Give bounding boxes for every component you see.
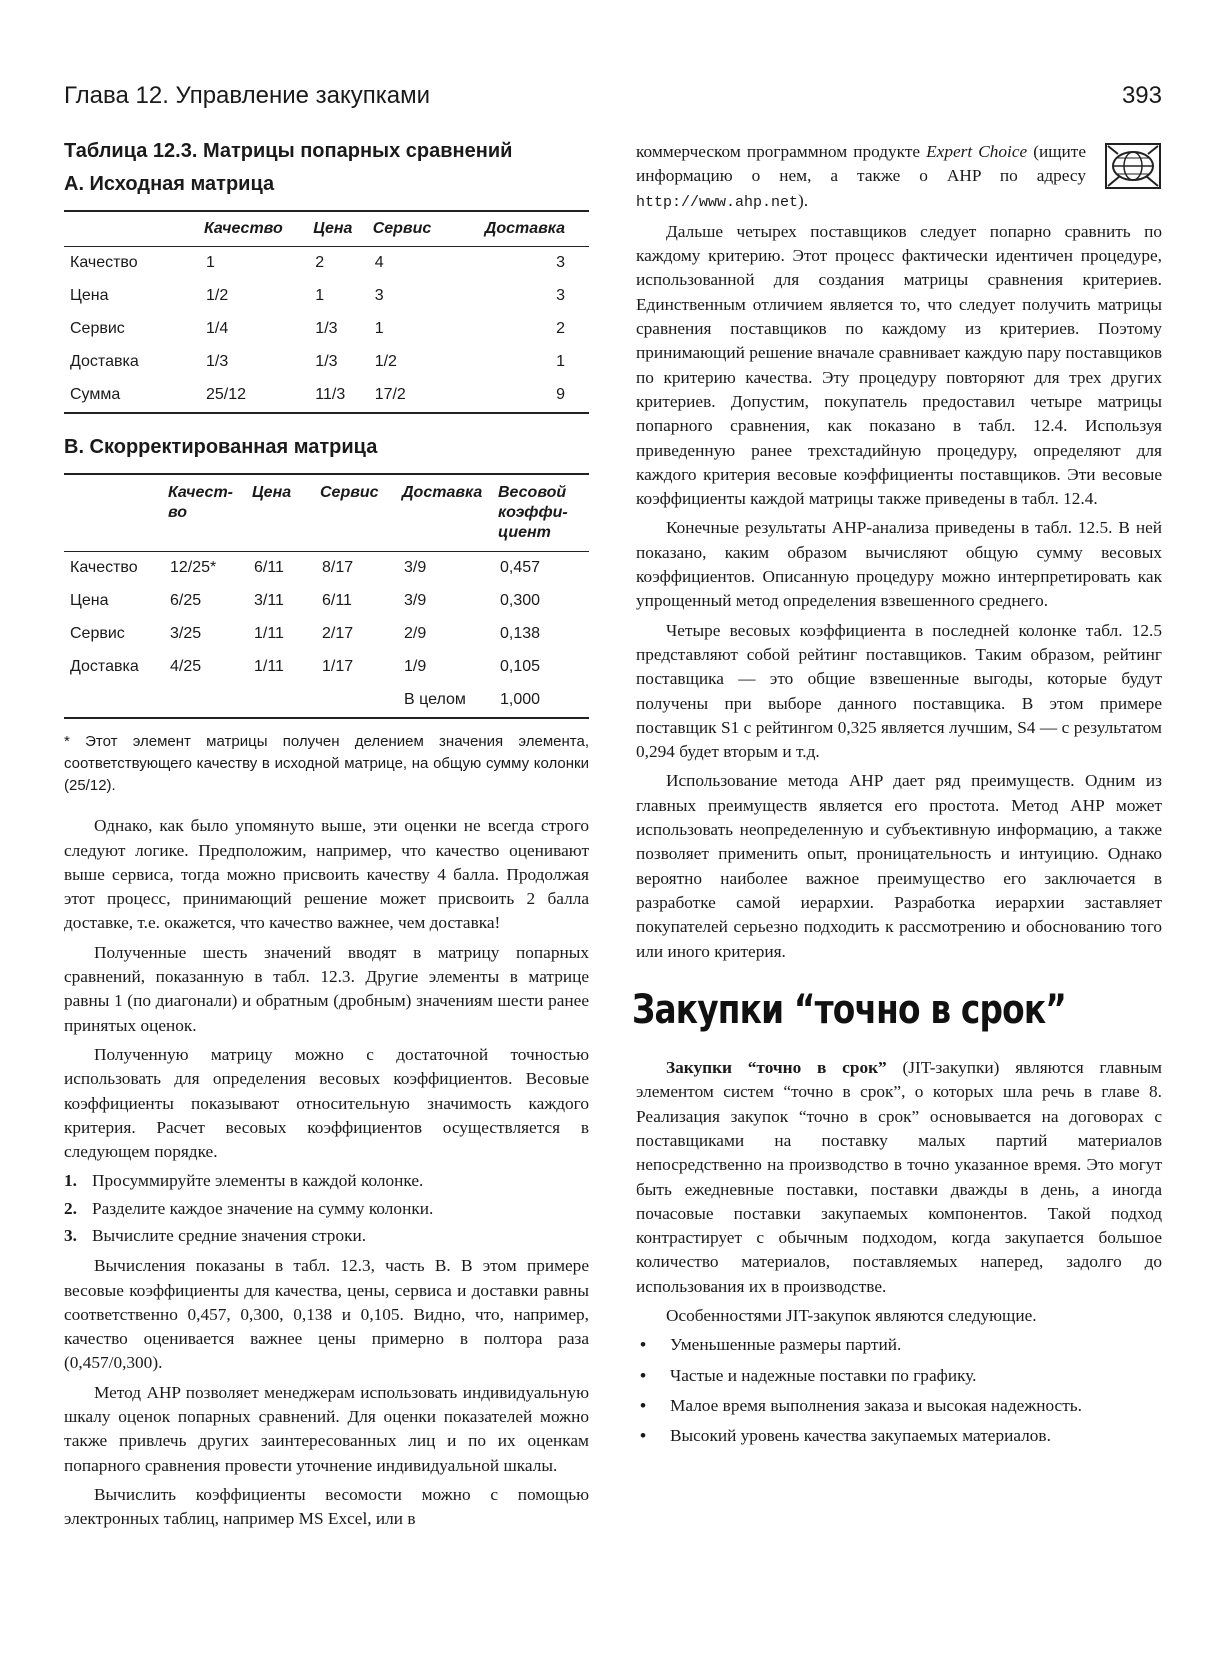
table-header-cell: Доставка [453, 211, 589, 247]
left-body-text [64, 814, 589, 1531]
list-item-text: Просуммируйте элементы в каждой колонке. [92, 1171, 424, 1191]
table-cell: Сумма [64, 379, 200, 413]
paragraph: Метод AHP позволяет менеджерам использовать индивидуальную шкалу оценок попарных сравнений. Для оценки показателей можно также привлечь других заинтересованных лиц и по их оценкам попарного сравнения провести уточнение индивидуальной шкалы. [64, 1382, 589, 1475]
table-cell: 1 [206, 254, 215, 271]
list-item-text: Разделите каждое значение на сумму колонки. [92, 1198, 434, 1218]
list-item: • Уменьшенные размеры партий. [640, 1335, 902, 1355]
paragraph: Дальше четырех поставщиков следует попарно сравнить по каждому критерию. Этот процесс фактически идентичен процедуре, использованной для создания матрицы сравнения критериев. Единственным отличием является то, что следует получить матрицы сравнения поставщиков по каждому из критериев. Поэтому принимающий решение вначале сравнивает каждую пару поставщиков по критерию качества. Эту процедуру повторяют для трех других критериев. Допустим, покупатель предоставил четыре матрицы попарного сравнения, как показано в табл. 12.4. Используя приведенную ранее трехстадийную процедуру, определяют для каждого критерия весовые коэффициенты поставщиков. Эти весовые коэффициенты каждой матрицы также приведены в табл. 12.4. [636, 221, 1162, 509]
table-cell: 1/11 [254, 625, 284, 642]
table-cell: 1/17 [322, 658, 354, 675]
table-cell: 0,300 [500, 592, 541, 609]
table-cell: 2 [315, 254, 325, 271]
table-cell: 1/11 [254, 658, 284, 675]
table-cell: Качество [70, 254, 138, 271]
table-cell: 1/9 [404, 658, 427, 675]
paragraph: Полученную матрицу можно с достаточной точностью использовать для определения весовых коэффициентов. Весовые коэффициенты показывают относительную значимость каждого критерия. Расчет весовых коэффициентов осуществляется в следующем порядке. [64, 1044, 589, 1162]
table-cell: 6/11 [254, 559, 284, 576]
table-row [64, 585, 589, 618]
table-cell: 1/2 [374, 353, 397, 370]
table-cell: 1 [374, 320, 384, 337]
table-cell: 3 [556, 254, 565, 271]
table-row [64, 684, 589, 718]
left-column [64, 140, 589, 1537]
web-globe-icon [1104, 142, 1162, 190]
text-run: (ищите информацию о нем, а также о AHP по адресу [636, 142, 1086, 186]
table-cell: 6/11 [322, 592, 352, 609]
list-item-text: Уменьшенные размеры партий. [670, 1335, 902, 1355]
bullet-list [636, 1333, 1162, 1448]
product-name: Expert Choice [926, 142, 1028, 161]
table-header-cell [64, 211, 200, 247]
table-cell: 0,457 [500, 559, 541, 576]
table-cell [316, 684, 398, 718]
list-item [64, 1224, 589, 1248]
table-cell: Доставка [70, 658, 139, 675]
table-row [64, 313, 589, 346]
table-header-cell: Доставка [398, 474, 494, 552]
url-text: http://www.ahp.net [636, 193, 799, 211]
table-cell: 1/3 [206, 353, 229, 370]
text-run: коммерческом программном продукте [636, 142, 927, 161]
paragraph: Однако, как было упомянуто выше, эти оценки не всегда строго следуют логике. Предположим, например, что качество оценивают выше сервиса, тогда можно присвоить качеству 4 балла. Продолжая этот процесс, принимающий решение может присвоить 2 балла доставке, т.е. окажется, что качество важнее, чем доставка! [64, 816, 589, 933]
table-cell: 9 [453, 379, 589, 413]
table-cell: 1,000 [494, 684, 589, 718]
table-cell: 2 [556, 320, 565, 337]
table-row [64, 346, 589, 379]
table-cell: 6/25 [170, 592, 202, 609]
table-cell: Сервис [70, 625, 125, 642]
table-a-header-row [64, 211, 589, 247]
table-cell [164, 684, 248, 718]
table-row [64, 247, 589, 281]
paragraph-with-icon [636, 140, 1162, 215]
table-b-header-row [64, 474, 589, 552]
right-column [632, 140, 1162, 1455]
paragraph: Четыре весовых коэффициента в последней колонке табл. 12.5 представляют собой рейтинг поставщиков. Таким образом, рейтинг поставщика — это общие взвешенные выгоды, которые будут получены при выборе данного поставщика. В этом примере поставщик S1 с рейтингом 0,325 является лучшим, S4 — с результатом 0,294 будет вторым и т.д. [636, 620, 1162, 762]
table-cell: 1 [556, 353, 565, 370]
table-cell: 1 [315, 287, 325, 304]
table-cell: 2/9 [404, 625, 427, 642]
table-b [64, 473, 589, 719]
list-item [64, 1197, 589, 1221]
text-run: ). [798, 190, 809, 210]
section-heading: Закупки “точно в срок” [632, 986, 1067, 1033]
table-cell: 1/3 [315, 320, 338, 337]
table-header-cell: Весовой коэффи- циент [494, 474, 589, 552]
table-header-cell: Сервис [369, 211, 453, 247]
chapter-title: Глава 12. Управление закупками [64, 82, 431, 109]
table-cell: 2/17 [322, 625, 354, 642]
table-cell: 12/25* [170, 559, 217, 576]
table-cell: 25/12 [200, 379, 309, 413]
list-item-text: Малое время выполнения заказа и высокая надежность. [670, 1395, 1082, 1415]
table-header-cell: Цена [248, 474, 316, 552]
table-cell: 1/2 [206, 287, 229, 304]
paragraph: Использование метода AHP дает ряд преимуществ. Одним из главных преимуществ является его простота. Метод AHP может использовать неопределенную и субъективную информацию, а также позволяет применить опыт, проницательность и интуицию. Однако вероятно наиболее важное преимущество его заключается в разработке самой иерархии. Разработка иерархии заставляет покупателей серьезно подходить к рассмотрению и обоснованию того или иного критерия. [636, 771, 1162, 961]
list-item: • Частые и надежные поставки по графику. [640, 1365, 977, 1385]
table-cell: Сервис [70, 320, 125, 337]
running-header [64, 82, 1162, 118]
table-row [64, 552, 589, 586]
table-a-title: A. Исходная матрица [64, 173, 275, 195]
table-header-cell: Цена [309, 211, 368, 247]
table-cell: Цена [70, 287, 109, 304]
list-item-text: Высокий уровень качества закупаемых материалов. [670, 1426, 1051, 1446]
table-cell: 1/3 [315, 353, 338, 370]
table-cell: Качество [70, 559, 138, 576]
table-header-cell [64, 474, 164, 552]
table-cell: 0,138 [500, 625, 541, 642]
paragraph: Вычисления показаны в табл. 12.3, часть B. В этом примере весовые коэффициенты для качества, цены, сервиса и доставки равны соответственно 0,457, 0,300, 0,138 и 0,105. Видно, что, например, качество оценивается важнее цены примерно в полтора раза (0,457/0,300). [64, 1256, 589, 1373]
paragraph [636, 140, 1086, 215]
paragraph: Полученные шесть значений вводят в матрицу попарных сравнений, показанную в табл. 12.3. Другие элементы в матрице равны 1 (по диагонали) и обратным (дробным) значениям шести ранее принятых оценок. [64, 942, 589, 1035]
table-cell: 4 [374, 254, 384, 271]
list-item: • Малое время выполнения заказа и высокая надежность. [640, 1395, 1082, 1415]
table-cell: Доставка [70, 353, 139, 370]
table-cell [248, 684, 316, 718]
table-cell: 3/9 [404, 559, 427, 576]
table-cell: 8/17 [322, 559, 354, 576]
paragraph: Вычислить коэффициенты весомости можно с помощью электронных таблиц, например MS Excel, или в [64, 1484, 589, 1529]
table-cell: 11/3 [309, 379, 368, 413]
table-footnote: * Этот элемент матрицы получен делением значения элемента, соответствующего качеству в исходной матрице, на общую сумму колонки (25/12). [64, 733, 589, 794]
table-header-cell: Качество [200, 211, 309, 247]
table-row [64, 379, 589, 413]
table-row [64, 618, 589, 651]
bold-term: Закупки “точно в срок” [666, 1058, 887, 1078]
text-run: (JIT-закупки) являются главным элементом систем “точно в срок”, о которых шла речь в главе 8. Реализация закупок “точно в срок” основывается на договорах с поставщиками на поставку малых партий материалов непосредственно на производство в точно указанное время. Это могут быть ежедневные поставки, поставки дважды в день, а иногда почасовые поставки закупаемых компонентов. Такой подход контрастирует с обычным подходом, когда закупается большое количество материалов, поставляемых наперед, задолго до использования их в производстве. [636, 1058, 1162, 1296]
table-cell: Цена [70, 592, 109, 609]
paragraph [636, 1056, 1162, 1299]
table-cell: 3/11 [254, 592, 284, 609]
paragraph: Особенностями JIT-закупок являются следующие. [666, 1306, 1037, 1326]
steps-list [64, 1169, 589, 1248]
list-item: • Высокий уровень качества закупаемых материалов. [640, 1426, 1051, 1446]
table-cell: 3/25 [170, 625, 202, 642]
paragraph: Конечные результаты AHP-анализа приведены в табл. 12.5. В ней показано, каким образом вычисляют общую сумму весовых коэффициентов. Описанную процедуру можно интерпретировать как упрощенный метод определения взвешенного среднего. [636, 518, 1162, 611]
table-cell: 1/4 [206, 320, 229, 337]
table-row [64, 280, 589, 313]
table-cell: В целом [398, 684, 494, 718]
table-row [64, 651, 589, 684]
table-cell: 4/25 [170, 658, 202, 675]
list-number: 3. [64, 1226, 77, 1245]
table-cell: 17/2 [369, 379, 453, 413]
page-number: 393 [1121, 82, 1162, 109]
list-number: 1. [64, 1171, 77, 1191]
table-cell: 3 [374, 287, 384, 304]
list-item [64, 1169, 589, 1193]
table-cell: 3 [556, 287, 565, 304]
list-number: 2. [64, 1198, 77, 1218]
list-item-text: Вычислите средние значения строки. [92, 1226, 367, 1245]
table-header-cell: Сервис [316, 474, 398, 552]
list-item-text: Частые и надежные поставки по графику. [670, 1365, 977, 1385]
table-caption: Таблица 12.3. Матрицы попарных сравнений [64, 140, 513, 162]
table-b-title: B. Скорректированная матрица [64, 436, 378, 458]
table-a [64, 210, 589, 414]
table-header-cell: Качест- во [164, 474, 248, 552]
table-cell: 0,105 [500, 658, 541, 675]
table-cell [64, 684, 164, 718]
table-cell: 3/9 [404, 592, 427, 609]
